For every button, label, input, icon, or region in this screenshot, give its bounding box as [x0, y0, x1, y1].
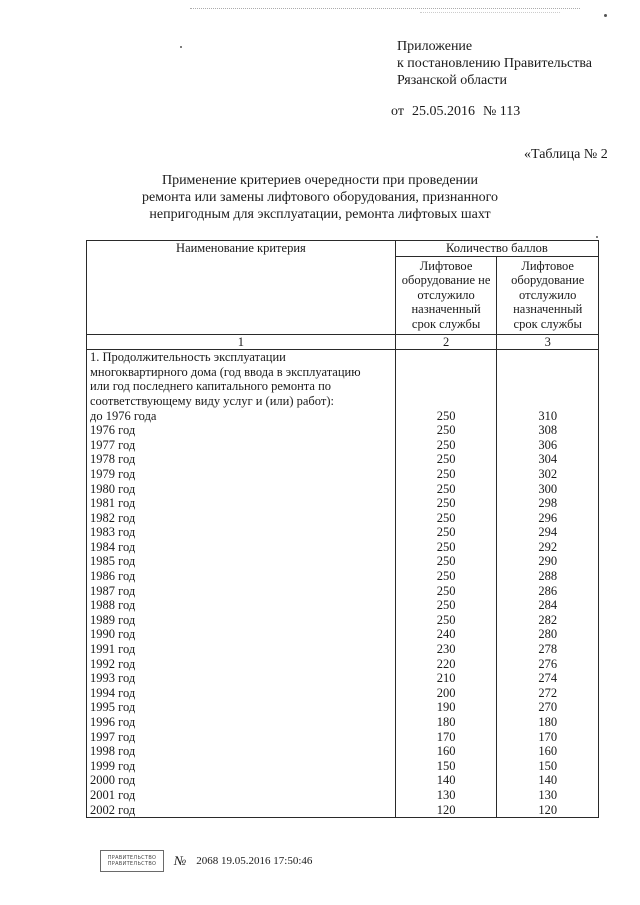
points-expired: 300	[538, 481, 558, 496]
points-expired: 272	[538, 685, 558, 700]
year-label: 1978 год	[90, 452, 136, 467]
points-expired: 290	[538, 554, 558, 569]
points-expired: 270	[538, 700, 558, 715]
year-label: 1997 год	[90, 729, 136, 744]
points-not-expired: 160	[436, 744, 456, 759]
year-label: 1998 год	[90, 744, 136, 759]
appendix-header	[397, 38, 592, 89]
points-not-expired: 250	[436, 466, 456, 481]
appendix-line: Приложение	[397, 39, 473, 54]
points-not-expired: 130	[436, 787, 456, 802]
points-not-expired: 140	[436, 773, 456, 788]
points-expired: 160	[538, 744, 558, 759]
points-not-expired: 250	[436, 423, 456, 438]
points-expired: 306	[538, 437, 558, 452]
points-expired: 274	[538, 671, 558, 686]
year-label: до 1976 года	[90, 408, 157, 423]
header-criterion: Наименование критерия	[87, 241, 396, 335]
subheader-line: оборудование	[511, 273, 585, 288]
year-label: 1989 год	[90, 612, 136, 627]
subheader-line: Лифтовое	[521, 258, 574, 273]
points-not-expired: 250	[436, 525, 456, 540]
points-expired: 170	[538, 729, 558, 744]
points-not-expired: 250	[436, 554, 456, 569]
subheader-line: отслужило	[519, 287, 577, 302]
table-header-row	[87, 241, 599, 257]
decree-prefix: от	[391, 104, 404, 119]
column-number-row	[87, 334, 599, 350]
year-label: 1995 год	[90, 700, 136, 715]
criteria-table	[86, 240, 599, 818]
points-not-expired: 250	[436, 539, 456, 554]
points-not-expired: 200	[436, 685, 456, 700]
column-number: 1	[87, 334, 396, 350]
subheader-expired	[497, 256, 599, 334]
document-title	[120, 172, 520, 223]
points-expired: 292	[538, 539, 558, 554]
subheader-line: Лифтовое	[419, 258, 473, 273]
government-stamp-logo	[100, 850, 164, 872]
scan-speck	[604, 14, 607, 17]
subheader-not-expired	[395, 256, 497, 334]
title-line: Применение критериев очередности при проведении	[161, 173, 479, 188]
year-label: 1982 год	[90, 510, 136, 525]
table-label: «Таблица № 2	[524, 147, 608, 162]
scan-artifact-line	[190, 8, 580, 9]
criterion-text-line: многоквартирного дома (год ввода в эксплуатацию	[90, 364, 361, 379]
subheader-line: отслужило	[417, 287, 475, 302]
points-not-expired: 230	[436, 642, 456, 657]
year-label: 1980 год	[90, 481, 136, 496]
points-expired: 180	[538, 715, 558, 729]
points-expired: 278	[538, 642, 558, 657]
year-label: 1977 год	[90, 437, 136, 452]
criterion-text-line: соответствующему виду услуг и (или) работ):	[90, 393, 334, 408]
points-expired: 304	[538, 452, 558, 467]
points-not-expired: 170	[436, 729, 456, 744]
points-expired: 308	[538, 423, 558, 438]
year-label: 1987 год	[90, 583, 136, 598]
points-not-expired: 250	[436, 569, 456, 584]
points-not-expired: 220	[436, 656, 456, 671]
document-registration-info: 2068 19.05.2016 17:50:46	[196, 855, 313, 867]
year-label: 2002 год	[90, 802, 136, 817]
year-label: 2000 год	[90, 773, 136, 788]
year-label: 2001 год	[90, 787, 136, 802]
points-expired: 294	[538, 525, 558, 540]
subheader-line: оборудование не	[401, 273, 491, 288]
decree-date: 25.05.2016	[411, 104, 475, 119]
year-label: 1992 год	[90, 656, 136, 671]
appendix-line: Рязанской области	[397, 73, 508, 88]
year-label: 1981 год	[90, 496, 136, 511]
criterion-body-row	[87, 350, 599, 818]
points-not-expired: 250	[436, 612, 456, 627]
scan-artifact-line	[420, 12, 560, 13]
points-expired: 288	[538, 569, 558, 584]
year-label: 1999 год	[90, 758, 136, 773]
points-expired: 284	[538, 598, 558, 613]
scan-speck	[180, 46, 182, 48]
points-expired: 282	[538, 612, 558, 627]
points-expired: 140	[538, 773, 558, 788]
points-not-expired: 250	[436, 437, 456, 452]
year-label: 1994 год	[90, 685, 136, 700]
year-label: 1985 год	[90, 554, 136, 569]
points-not-expired: 250	[436, 408, 456, 423]
year-label: 1976 год	[90, 423, 136, 438]
points-expired: 296	[538, 510, 558, 525]
year-label: 1988 год	[90, 598, 136, 613]
year-label: 1984 год	[90, 539, 136, 554]
points-not-expired: 210	[436, 671, 456, 686]
points-expired: 120	[538, 802, 558, 817]
points-expired: 298	[538, 496, 558, 511]
subheader-line: назначенный	[411, 302, 481, 317]
document-number-mark: №	[174, 853, 187, 868]
document-footer	[100, 850, 312, 872]
points-not-expired: 250	[436, 496, 456, 511]
decree-number: № 113	[482, 104, 521, 119]
year-label: 1986 год	[90, 569, 136, 584]
points-expired-cell	[497, 350, 599, 818]
appendix-line: к постановлению Правительства	[397, 56, 593, 71]
column-number: 3	[497, 334, 599, 350]
points-not-expired: 240	[436, 627, 456, 642]
stamp-text: ПРАВИТЕЛЬСТВО	[107, 861, 157, 867]
header-points: Количество баллов	[395, 241, 598, 257]
criterion-text-line: 1. Продолжительность эксплуатации	[90, 350, 286, 365]
points-not-expired: 180	[436, 715, 456, 729]
column-number: 2	[395, 334, 497, 350]
decree-reference	[391, 104, 520, 120]
subheader-line: назначенный	[513, 302, 583, 317]
points-expired: 302	[538, 466, 558, 481]
title-line: непригодным для эксплуатации, ремонта лифтовых шахт	[149, 207, 491, 222]
subheader-line: срок службы	[513, 316, 582, 331]
year-label: 1990 год	[90, 627, 136, 642]
points-not-expired: 250	[436, 598, 456, 613]
year-label: 1993 год	[90, 671, 136, 686]
points-not-expired: 250	[436, 481, 456, 496]
points-not-expired: 250	[436, 452, 456, 467]
points-expired: 130	[538, 787, 558, 802]
points-not-expired: 250	[436, 510, 456, 525]
points-not-expired-cell	[395, 350, 497, 818]
points-expired: 150	[538, 758, 558, 773]
points-not-expired: 190	[436, 700, 456, 715]
year-label: 1979 год	[90, 466, 136, 481]
stamp-text: ПРАВИТЕЛЬСТВО	[107, 855, 157, 861]
year-label: 1996 год	[90, 715, 136, 729]
year-label: 1983 год	[90, 525, 136, 540]
points-expired: 280	[538, 627, 558, 642]
points-not-expired: 250	[436, 583, 456, 598]
scan-speck	[596, 236, 598, 238]
subheader-line: срок службы	[411, 316, 481, 331]
criterion-labels-cell	[87, 350, 396, 818]
points-not-expired: 150	[436, 758, 456, 773]
year-label: 1991 год	[90, 642, 136, 657]
points-not-expired: 120	[436, 802, 456, 817]
criterion-text-line: или год последнего капитального ремонта по	[90, 379, 332, 394]
title-line: ремонта или замены лифтового оборудования, признанного	[142, 190, 498, 205]
points-expired: 276	[538, 656, 558, 671]
points-expired: 310	[538, 408, 558, 423]
points-expired: 286	[538, 583, 558, 598]
